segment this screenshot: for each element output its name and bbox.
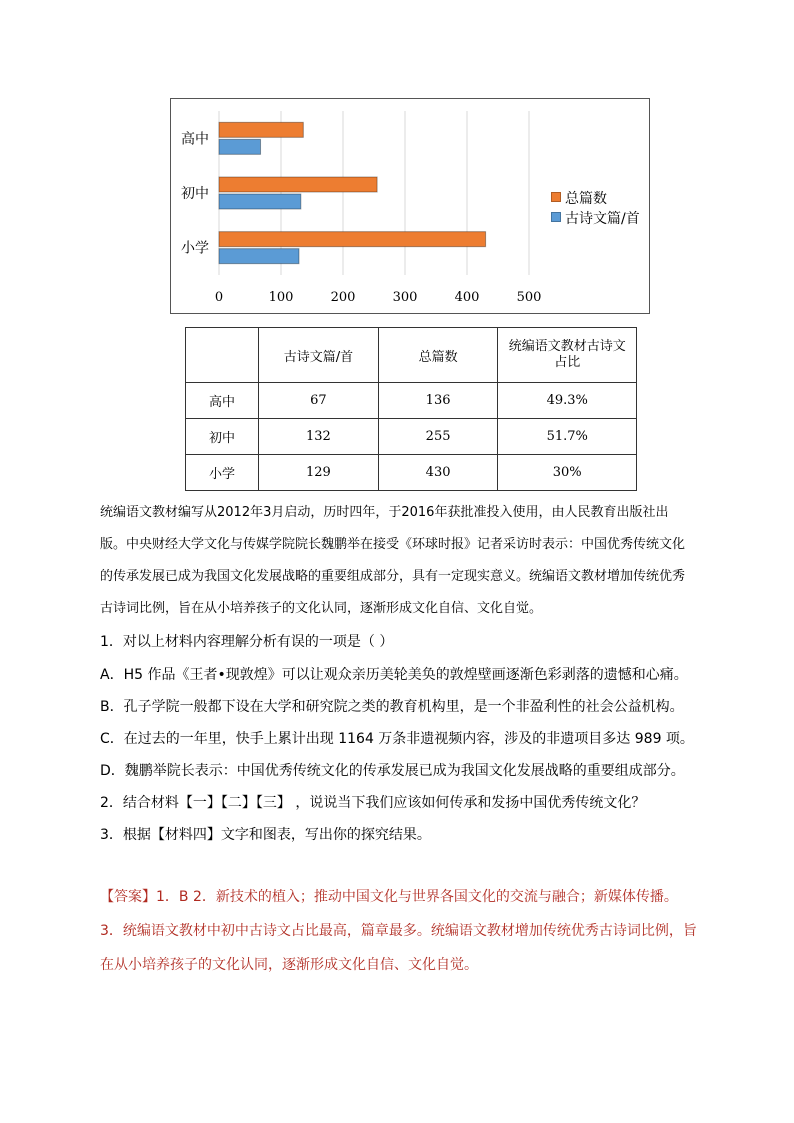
- table-cell: 67: [259, 383, 379, 419]
- y-category-label: 初中: [181, 186, 209, 202]
- legend-swatch-total: [551, 192, 561, 202]
- table-cell: 51.7%: [498, 419, 637, 455]
- table-row: [186, 419, 637, 455]
- table-header-row: [186, 328, 637, 383]
- table-cell: 49.3%: [498, 383, 637, 419]
- question-2: 2．结合材料【一】【二】【三】 ，说说当下我们应该如何传承和发扬中国优秀传统文化？: [100, 795, 646, 811]
- bar: [219, 232, 486, 247]
- bar: [219, 249, 299, 264]
- table-cell: 132: [259, 419, 379, 455]
- bar: [219, 177, 377, 192]
- y-category-label: 小学: [181, 240, 209, 257]
- table-cell: 136: [378, 383, 498, 419]
- bar: [219, 194, 301, 209]
- table-header-cell: [186, 328, 259, 383]
- table-row: [186, 455, 637, 491]
- option-b: B．孔子学院一般都下设在大学和研究院之类的教育机构里，是一个非盈利性的社会公益机构。: [100, 699, 684, 715]
- table-cell: 高中: [186, 383, 259, 419]
- x-tick-label: 100: [268, 290, 294, 305]
- table-header-cell: 古诗文篇/首: [259, 328, 379, 383]
- table-header-cell: 统编语文教材古诗文占比: [498, 328, 637, 383]
- table-cell: 初中: [186, 419, 259, 455]
- material-paragraph: 统编语文教材编写从2012年3月启动，历时四年，于2016年获批准投入使用，由人民教育出版社出版。中央财经大学文化与传媒学院院长魏鹏举在接受《环球时报》记者采访时表示：中国优秀传统文化的传承发展已成为我国文化发展战略的重要组成部分，具有一定现实意义。统编语文教材增加传统优秀古诗词比例，旨在从小培养孩子的文化认同，逐渐形成文化自信、文化自觉。: [100, 505, 686, 616]
- table-cell: 430: [378, 455, 498, 491]
- table-cell: 129: [259, 455, 379, 491]
- option-c: C．在过去的一年里，快手上累计出现 1164 万条非遗视频内容，涉及的非遗项目多达 989 项。: [100, 731, 694, 747]
- answer-block: 【答案】1．B 2．新技术的植入；推动中国文化与世界各国文化的交流与融合；新媒体传播。 3．统编语文教材中初中古诗文占比最高，篇章最多。统编语文教材增加传统优秀古诗词比例，旨在从小培养孩子的文化认同，逐渐形成文化自信、文化自觉。: [100, 889, 697, 973]
- table-cell: 小学: [186, 455, 259, 491]
- option-d: D．魏鹏举院长表示：中国优秀传统文化的传承发展已成为我国文化发展战略的重要组成部分。: [100, 763, 685, 779]
- table-header-cell: 总篇数: [378, 328, 498, 383]
- table-cell: 30%: [498, 455, 637, 491]
- y-category-label: 高中: [181, 131, 209, 148]
- question-1: 1．对以上材料内容理解分析有误的一项是（ ）: [100, 634, 394, 650]
- table-row: [186, 383, 637, 419]
- x-tick-label: 0: [214, 290, 224, 305]
- x-tick-label: 200: [330, 290, 356, 305]
- legend-swatch-poems: [551, 212, 561, 222]
- data-table: [185, 327, 637, 491]
- question-3: 3．根据【材料四】文字和图表，写出你的探究结果。: [100, 827, 431, 843]
- x-tick-label: 300: [392, 290, 418, 305]
- legend-label-total: 总篇数: [565, 191, 607, 207]
- legend-label-poems: 古诗文篇/首: [565, 211, 640, 227]
- legend-item-poems: [551, 208, 640, 228]
- x-tick-label: 500: [516, 290, 542, 305]
- x-tick-label: 400: [454, 290, 480, 305]
- option-a: A．H5 作品《王者•现敦煌》可以让观众亲历美轮美奂的敦煌壁画逐渐色彩剥落的遗憾和心痛。: [100, 667, 688, 683]
- legend-item-total: [551, 188, 607, 208]
- table-cell: 255: [378, 419, 498, 455]
- bar: [219, 122, 303, 137]
- bar: [219, 139, 261, 154]
- bar-chart: [170, 98, 650, 314]
